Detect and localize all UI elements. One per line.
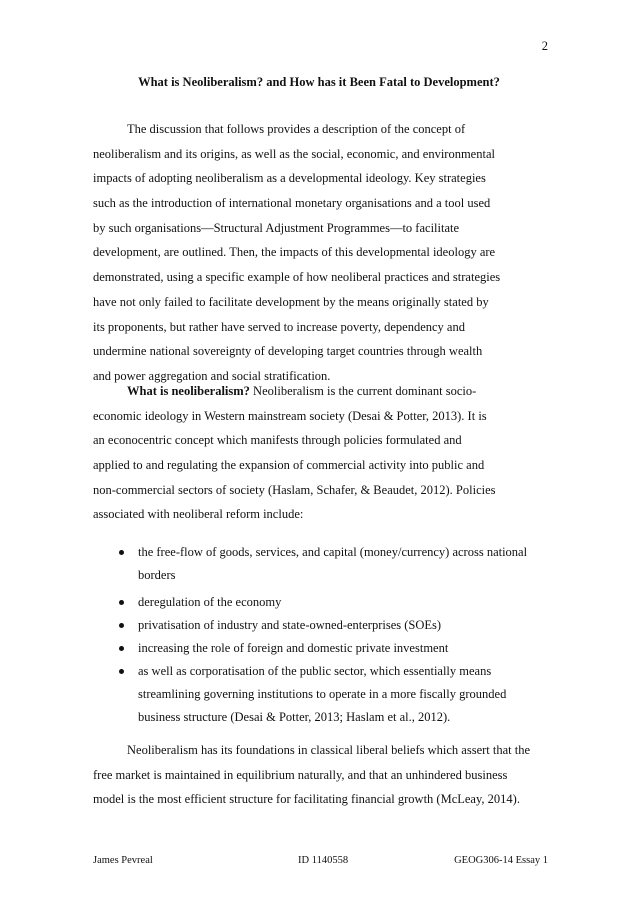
bullet-icon bbox=[119, 623, 124, 628]
list-item bbox=[93, 541, 563, 587]
list-item-text: as well as corporatisation of the public sector, which essentially means bbox=[138, 664, 492, 678]
list-item-text: deregulation of the economy bbox=[138, 595, 282, 609]
paragraph-line: non-commercial sectors of society (Haslam, Schafer, & Beaudet, 2012). Policies bbox=[93, 482, 496, 497]
list-item bbox=[93, 591, 563, 614]
paragraph-line: such as the introduction of international monetary organisations and a tool used bbox=[93, 196, 491, 211]
list-item bbox=[93, 660, 563, 729]
closing-paragraph bbox=[93, 738, 551, 812]
paragraph-line: applied to and regulating the expansion of commercial activity into public and bbox=[93, 458, 485, 473]
heading-line-rest: Neoliberalism is the current dominant socio- bbox=[249, 384, 477, 398]
section-heading: What is neoliberalism? bbox=[127, 384, 250, 398]
paragraph-line: development, are outlined. Then, the impacts of this developmental ideology are bbox=[93, 245, 496, 260]
list-item bbox=[93, 614, 563, 637]
paragraph-line: demonstrated, using a specific example of how neoliberal practices and strategies bbox=[93, 270, 501, 285]
paragraph-line: by such organisations—Structural Adjustment Programmes—to facilitate bbox=[93, 220, 460, 235]
paragraph-line: impacts of adopting neoliberalism as a developmental ideology. Key strategies bbox=[93, 171, 486, 186]
list-item-text: the free-flow of goods, services, and capital (money/currency) across national bbox=[138, 545, 528, 559]
paragraph-line: model is the most efficient structure for facilitating financial growth (McLeay, 2014). bbox=[93, 792, 520, 807]
list-item-text: business structure (Desai & Potter, 2013; Haslam et al., 2012). bbox=[138, 710, 451, 724]
paragraph-line: economic ideology in Western mainstream society (Desai & Potter, 2013). It is bbox=[93, 408, 487, 423]
paragraph-line: its proponents, but rather have served to increase poverty, dependency and bbox=[93, 319, 465, 334]
bullet-icon bbox=[119, 669, 124, 674]
policy-bullet-list bbox=[93, 541, 563, 729]
neoliberalism-paragraph bbox=[93, 379, 551, 527]
list-item-text: borders bbox=[138, 568, 176, 582]
intro-paragraph bbox=[93, 117, 551, 389]
paragraph-line bbox=[93, 379, 551, 404]
paragraph-line: Neoliberalism has its foundations in classical liberal beliefs which assert that the bbox=[127, 743, 531, 757]
list-item-text: privatisation of industry and state-owned-enterprises (SOEs) bbox=[138, 618, 442, 632]
bullet-icon bbox=[119, 550, 124, 555]
document-title: What is Neoliberalism? and How has it Been Fatal to Development? bbox=[138, 75, 500, 89]
bullet-icon bbox=[119, 600, 124, 605]
paragraph-line: and power aggregation and social stratification. bbox=[93, 368, 331, 383]
paragraph-line: undermine national sovereignty of developing target countries through wealth bbox=[93, 344, 483, 359]
paragraph-line: associated with neoliberal reform include: bbox=[93, 507, 304, 522]
list-item bbox=[93, 637, 563, 660]
list-item-text: streamlining governing institutions to operate in a more fiscally grounded bbox=[138, 687, 507, 701]
list-item-text: increasing the role of foreign and domestic private investment bbox=[138, 641, 449, 655]
paragraph-line: free market is maintained in equilibrium naturally, and that an unhindered business bbox=[93, 767, 508, 782]
footer-author: James Pevreal bbox=[93, 855, 153, 866]
paragraph-line: an econocentric concept which manifests through policies formulated and bbox=[93, 433, 462, 448]
paragraph-line: The discussion that follows provides a description of the concept of bbox=[127, 122, 466, 136]
paragraph-line: have not only failed to facilitate development by the means originally stated by bbox=[93, 294, 489, 309]
paragraph-line: neoliberalism and its origins, as well as the social, economic, and environmental bbox=[93, 146, 495, 161]
footer-student-id: ID 1140558 bbox=[298, 855, 349, 866]
bullet-icon bbox=[119, 646, 124, 651]
page-number: 2 bbox=[541, 39, 548, 53]
footer-course: GEOG306-14 Essay 1 bbox=[454, 855, 548, 866]
